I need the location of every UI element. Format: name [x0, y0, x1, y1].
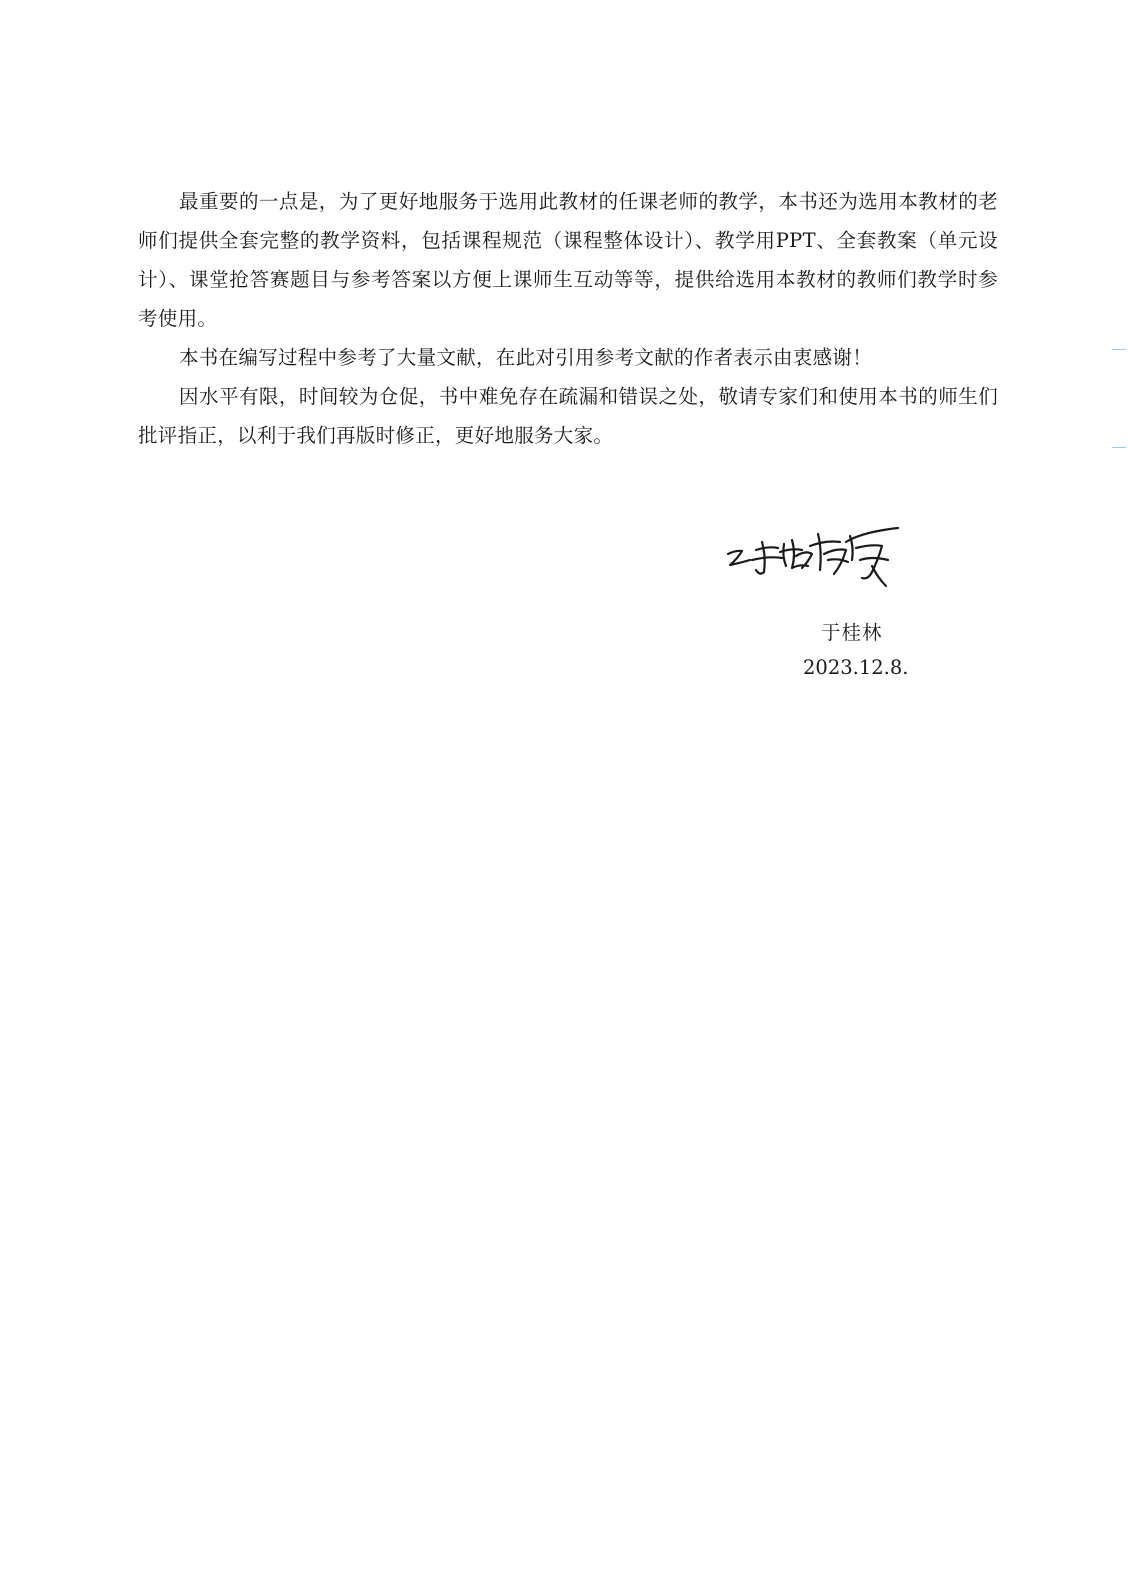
paragraph-teaching-resources: 最重要的一点是，为了更好地服务于选用此教材的任课老师的教学，本书还为选用本教材的老师们提供全套完整的教学资料，包括课程规范（课程整体设计）、教学用PPT、全套教案（单元设计）、课堂抢答赛题目与参考答案以方便上课师生互动等等，提供给选用本教材的教师们教学时参考使用。	[138, 190, 998, 330]
paragraph-acknowledgement: 本书在编写过程中参考了大量文献，在此对引用参考文献的作者表示由衷感谢！	[179, 346, 873, 369]
edge-mark-upper	[1112, 349, 1126, 350]
preface-body	[138, 182, 998, 455]
signature-date: 2023.12.8.	[803, 656, 909, 679]
edge-mark-lower	[1112, 447, 1126, 448]
paragraph-apology: 因水平有限，时间较为仓促，书中难免存在疏漏和错误之处，敬请专家们和使用本书的师生们批评指正，以利于我们再版时修正，更好地服务大家。	[138, 385, 998, 447]
signer-name: 于桂林	[821, 621, 883, 644]
handwritten-signature	[722, 520, 902, 592]
